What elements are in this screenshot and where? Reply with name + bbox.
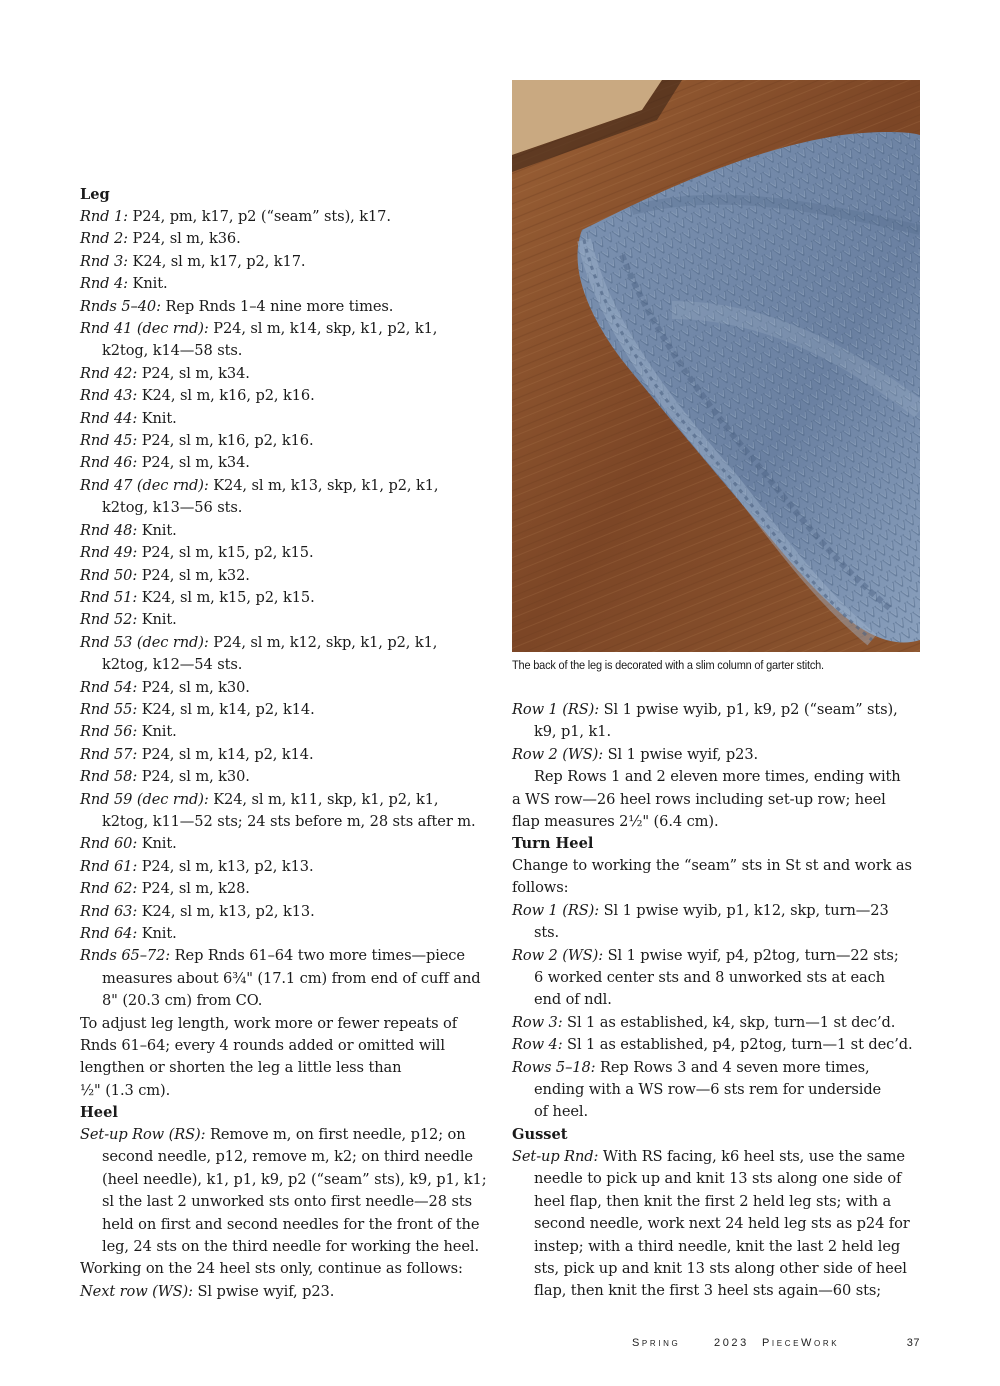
instruction-line: [80, 587, 488, 609]
instruction-line: [80, 408, 488, 430]
instruction-label: Row 2 (WS):: [512, 745, 604, 763]
instruction-text: P24, sl m, k30.: [137, 678, 250, 696]
instruction-text: Working on the 24 heel sts only, continue as follows:: [80, 1260, 463, 1278]
instruction-line: [80, 520, 488, 542]
instruction-label: Rnd 45:: [80, 432, 138, 450]
instruction-line: [512, 1057, 922, 1079]
instruction-text: k9, p1, k1.: [534, 723, 611, 741]
instruction-line: [80, 990, 488, 1012]
instruction-text: sl the last 2 unworked sts onto first needle—28 sts: [102, 1193, 472, 1211]
instruction-text: Rep Rnds 1–4 nine more times.: [160, 297, 394, 315]
leg-heading: Leg: [80, 186, 110, 203]
instruction-text: To adjust leg length, work more or fewer repeats of: [80, 1014, 458, 1032]
instruction-text: P24, sl m, k28.: [137, 880, 250, 898]
instruction-text: leg, 24 sts on the third needle for working the heel.: [102, 1238, 479, 1256]
instruction-line: [80, 1013, 488, 1035]
instruction-text: Knit.: [137, 409, 177, 427]
instruction-label: Rnd 60:: [80, 835, 138, 853]
instruction-label: Rnd 47 (dec rnd):: [80, 476, 209, 494]
instruction-line: [80, 1281, 488, 1303]
heel-flap-instructions: [512, 699, 922, 833]
instruction-text: P24, sl m, k30.: [137, 768, 250, 786]
instruction-line: [512, 766, 922, 788]
instruction-text: P24, sl m, k34.: [137, 364, 250, 382]
instruction-line: [512, 945, 922, 967]
sock-photo-image: [512, 80, 920, 652]
instruction-line: [80, 296, 488, 318]
instruction-line: [80, 654, 488, 676]
instruction-line: [80, 1057, 488, 1079]
instruction-line: [80, 430, 488, 452]
gusset-heading: Gusset: [512, 1126, 568, 1143]
instruction-label: Rows 5–18:: [512, 1058, 596, 1076]
instruction-label: Row 1 (RS):: [512, 901, 600, 919]
instruction-text: P24, sl m, k36.: [127, 230, 241, 248]
instruction-text: K24, sl m, k11, skp, k1, p2, k1,: [208, 790, 439, 808]
instruction-label: Row 2 (WS):: [512, 946, 604, 964]
instruction-label: Row 3:: [512, 1013, 563, 1031]
instruction-text: k2tog, k14—58 sts.: [102, 342, 243, 360]
instruction-line: [80, 475, 488, 497]
instruction-label: Rnds 65–72:: [80, 947, 171, 965]
instruction-line: [512, 900, 922, 922]
instruction-line: [80, 856, 488, 878]
instruction-text: P24, sl m, k14, skp, k1, p2, k1,: [208, 320, 438, 338]
instruction-label: Rnd 42:: [80, 364, 138, 382]
instruction-text: sts, pick up and knit 13 sts along other side of heel: [534, 1260, 907, 1278]
instruction-line: [80, 1124, 488, 1146]
instruction-line: [80, 1146, 488, 1168]
instruction-text: Sl 1 pwise wyib, p1, k12, skp, turn—23: [599, 901, 889, 919]
instruction-label: Row 1 (RS):: [512, 701, 600, 718]
instruction-text: (heel needle), k1, p1, k9, p2 (“seam” sts), k9, p1, k1;: [102, 1170, 487, 1188]
instruction-text: a WS row—26 heel rows including set-up row; heel: [512, 790, 886, 808]
instruction-label: Set-up Rnd:: [512, 1148, 599, 1165]
footer-season: Spring: [632, 1337, 681, 1349]
page-footer: [600, 1337, 920, 1355]
instruction-label: Rnd 55:: [80, 700, 138, 718]
instruction-label: Rnd 50:: [80, 566, 138, 584]
instruction-line: [80, 677, 488, 699]
instruction-text: Knit.: [137, 835, 177, 853]
instruction-text: Knit.: [137, 521, 177, 539]
instruction-line: [80, 968, 488, 990]
instruction-text: Rep Rnds 61–64 two more times—piece: [170, 947, 465, 965]
instruction-line: [80, 878, 488, 900]
instruction-text: ending with a WS row—6 sts rem for underside: [534, 1081, 882, 1099]
instruction-line: [80, 609, 488, 631]
heel-heading: Heel: [80, 1104, 118, 1121]
instruction-text: Sl 1 pwise wyif, p23.: [603, 745, 759, 763]
instruction-line: [512, 1236, 922, 1258]
instruction-line: [80, 699, 488, 721]
instruction-label: Rnd 46:: [80, 454, 138, 472]
instruction-label: Row 4:: [512, 1036, 563, 1054]
instruction-line: [512, 1034, 922, 1056]
instruction-label: Rnd 61:: [80, 857, 138, 875]
instruction-label: Rnd 41 (dec rnd):: [80, 320, 209, 338]
instruction-line: [512, 1012, 922, 1034]
instruction-text: second needle, p12, remove m, k2; on third needle: [102, 1148, 473, 1166]
instruction-label: Rnd 52:: [80, 611, 138, 629]
instruction-text: K24, sl m, k15, p2, k15.: [137, 588, 315, 606]
instruction-label: Rnd 44:: [80, 409, 138, 427]
photo-caption: The back of the leg is decorated with a slim column of garter stitch.: [512, 658, 824, 672]
instruction-text: Knit.: [137, 723, 177, 741]
instruction-line: [80, 273, 488, 295]
instruction-label: Rnd 58:: [80, 768, 138, 786]
instruction-line: [80, 1258, 488, 1280]
instruction-text: heel flap, then knit the first 2 held leg sts; with a: [534, 1192, 892, 1210]
instruction-text: follows:: [512, 879, 569, 897]
instruction-line: [512, 1079, 922, 1101]
instruction-text: K24, sl m, k16, p2, k16.: [137, 387, 315, 405]
instruction-line: [80, 542, 488, 564]
instruction-line: [512, 1191, 922, 1213]
instruction-line: [80, 833, 488, 855]
instruction-line: [80, 497, 488, 519]
instruction-line: [512, 1280, 922, 1302]
instruction-label: Set-up Row (RS):: [80, 1126, 206, 1143]
turn-heel-instructions: [512, 855, 922, 1124]
instruction-text: flap, then knit the first 3 heel sts again—60 sts;: [534, 1282, 882, 1300]
instruction-line: [80, 811, 488, 833]
instruction-text: K24, sl m, k13, skp, k1, p2, k1,: [208, 476, 439, 494]
instruction-label: Rnd 62:: [80, 880, 138, 898]
instruction-text: Rep Rows 1 and 2 eleven more times, ending with: [534, 768, 901, 786]
instruction-label: Next row (WS):: [80, 1282, 193, 1300]
page-number: 37: [906, 1337, 920, 1349]
instruction-text: Sl 1 as established, k4, skp, turn—1 st dec’d.: [562, 1013, 896, 1031]
instruction-label: Rnd 53 (dec rnd):: [80, 633, 209, 651]
instruction-label: Rnd 63:: [80, 902, 138, 920]
instruction-text: Sl 1 pwise wyif, p4, p2tog, turn—22 sts;: [603, 946, 899, 964]
instruction-line: [80, 901, 488, 923]
instruction-text: P24, sl m, k32.: [137, 566, 250, 584]
instruction-line: [512, 877, 922, 899]
instruction-line: [80, 1191, 488, 1213]
instruction-label: Rnd 51:: [80, 588, 138, 606]
instruction-text: needle to pick up and knit 13 sts along one side of: [534, 1170, 902, 1188]
instruction-line: [80, 1169, 488, 1191]
instruction-text: sts.: [534, 924, 560, 942]
instruction-line: [80, 945, 488, 967]
instruction-text: end of ndl.: [534, 991, 612, 1009]
instruction-text: Change to working the “seam” sts in St st and work as: [512, 857, 912, 874]
instruction-label: Rnd 56:: [80, 723, 138, 741]
instruction-text: Rep Rows 3 and 4 seven more times,: [595, 1058, 870, 1076]
instruction-label: Rnd 57:: [80, 745, 138, 763]
instruction-line: [80, 1236, 488, 1258]
turn-heel-heading: Turn Heel: [512, 835, 594, 852]
instruction-label: Rnd 1:: [80, 208, 128, 225]
instruction-line: [512, 1168, 922, 1190]
instruction-label: Rnd 43:: [80, 387, 138, 405]
instruction-text: K24, sl m, k14, p2, k14.: [137, 700, 315, 718]
instruction-line: [512, 1146, 922, 1168]
instruction-line: [512, 989, 922, 1011]
instruction-line: [80, 744, 488, 766]
instruction-text: K24, sl m, k13, p2, k13.: [137, 902, 315, 920]
instruction-text: Remove m, on first needle, p12; on: [205, 1126, 466, 1143]
instruction-line: [80, 923, 488, 945]
instruction-line: [512, 789, 922, 811]
instruction-text: P24, sl m, k14, p2, k14.: [137, 745, 314, 763]
instruction-text: k2tog, k11—52 sts; 24 sts before m, 28 sts after m.: [102, 812, 476, 830]
leg-instructions: [80, 206, 488, 1102]
footer-year: 2023: [714, 1337, 749, 1349]
instruction-line: [512, 744, 922, 766]
instruction-text: ½" (1.3 cm).: [80, 1081, 171, 1099]
instruction-line: [80, 385, 488, 407]
instruction-line: [512, 1101, 922, 1123]
instruction-line: [80, 251, 488, 273]
instruction-label: Rnd 49:: [80, 544, 138, 562]
instruction-text: P24, sl m, k16, p2, k16.: [137, 432, 314, 450]
instruction-text: k2tog, k12—54 sts.: [102, 656, 243, 674]
instruction-text: With RS facing, k6 heel sts, use the same: [598, 1148, 905, 1165]
instruction-text: second needle, work next 24 held leg sts as p24 for: [534, 1215, 910, 1233]
instruction-line: [512, 721, 922, 743]
instruction-line: [80, 1214, 488, 1236]
instruction-text: flap measures 2½" (6.4 cm).: [512, 813, 719, 831]
instruction-label: Rnd 59 (dec rnd):: [80, 790, 209, 808]
instruction-line: [80, 721, 488, 743]
instruction-text: Rnds 61–64; every 4 rounds added or omitted will: [80, 1037, 445, 1055]
instruction-text: Knit.: [127, 275, 168, 293]
instruction-text: Knit.: [137, 925, 177, 942]
instruction-text: P24, sl m, k12, skp, k1, p2, k1,: [208, 633, 438, 651]
instruction-line: [80, 452, 488, 474]
instruction-line: [80, 228, 488, 250]
heel-instructions: [80, 1124, 488, 1303]
instruction-line: [512, 1213, 922, 1235]
instruction-text: held on first and second needles for the front of the: [102, 1215, 480, 1233]
gusset-instructions: [512, 1146, 922, 1303]
instruction-label: Rnd 64:: [80, 925, 138, 942]
instruction-label: Rnd 48:: [80, 521, 138, 539]
instruction-label: Rnd 4:: [80, 275, 128, 293]
instruction-text: Sl pwise wyif, p23.: [192, 1282, 335, 1300]
sock-photo: [512, 80, 920, 652]
instruction-line: [512, 855, 922, 877]
instruction-text: 6 worked center sts and 8 unworked sts at each: [534, 969, 885, 987]
instruction-line: [80, 206, 488, 228]
instruction-text: 8" (20.3 cm) from CO.: [102, 992, 263, 1010]
instruction-text: P24, sl m, k34.: [137, 454, 250, 472]
instruction-line: [80, 340, 488, 362]
instruction-text: k2tog, k13—56 sts.: [102, 499, 243, 517]
instruction-label: Rnd 3:: [80, 252, 128, 270]
instruction-line: [512, 967, 922, 989]
instruction-text: Knit.: [137, 611, 177, 629]
instruction-line: [512, 922, 922, 944]
instruction-line: [512, 699, 922, 721]
instruction-line: [80, 363, 488, 385]
instruction-line: [80, 1080, 488, 1102]
instruction-label: Rnd 54:: [80, 678, 138, 696]
instruction-line: [80, 318, 488, 340]
instruction-line: [80, 1035, 488, 1057]
instruction-text: P24, sl m, k13, p2, k13.: [137, 857, 314, 875]
instruction-line: [80, 632, 488, 654]
instruction-text: lengthen or shorten the leg a little less than: [80, 1059, 402, 1077]
instruction-line: [80, 565, 488, 587]
instruction-text: Sl 1 as established, p4, p2tog, turn—1 st dec’d.: [562, 1036, 913, 1054]
instruction-text: Sl 1 pwise wyib, p1, k9, p2 (“seam” sts),: [599, 701, 898, 718]
instruction-text: K24, sl m, k17, p2, k17.: [127, 252, 306, 270]
footer-magazine: PieceWork: [762, 1337, 840, 1349]
instruction-text: P24, sl m, k15, p2, k15.: [137, 544, 314, 562]
instruction-label: Rnds 5–40:: [80, 297, 161, 315]
instruction-text: measures about 6¾" (17.1 cm) from end of cuff and: [102, 969, 481, 987]
instruction-label: Rnd 2:: [80, 230, 128, 248]
instruction-text: instep; with a third needle, knit the last 2 held leg: [534, 1237, 901, 1255]
instruction-line: [512, 811, 922, 833]
instruction-line: [512, 1258, 922, 1280]
instruction-text: of heel.: [534, 1103, 589, 1121]
instruction-text: P24, pm, k17, p2 (“seam” sts), k17.: [127, 208, 391, 225]
instruction-line: [80, 789, 488, 811]
instruction-line: [80, 766, 488, 788]
